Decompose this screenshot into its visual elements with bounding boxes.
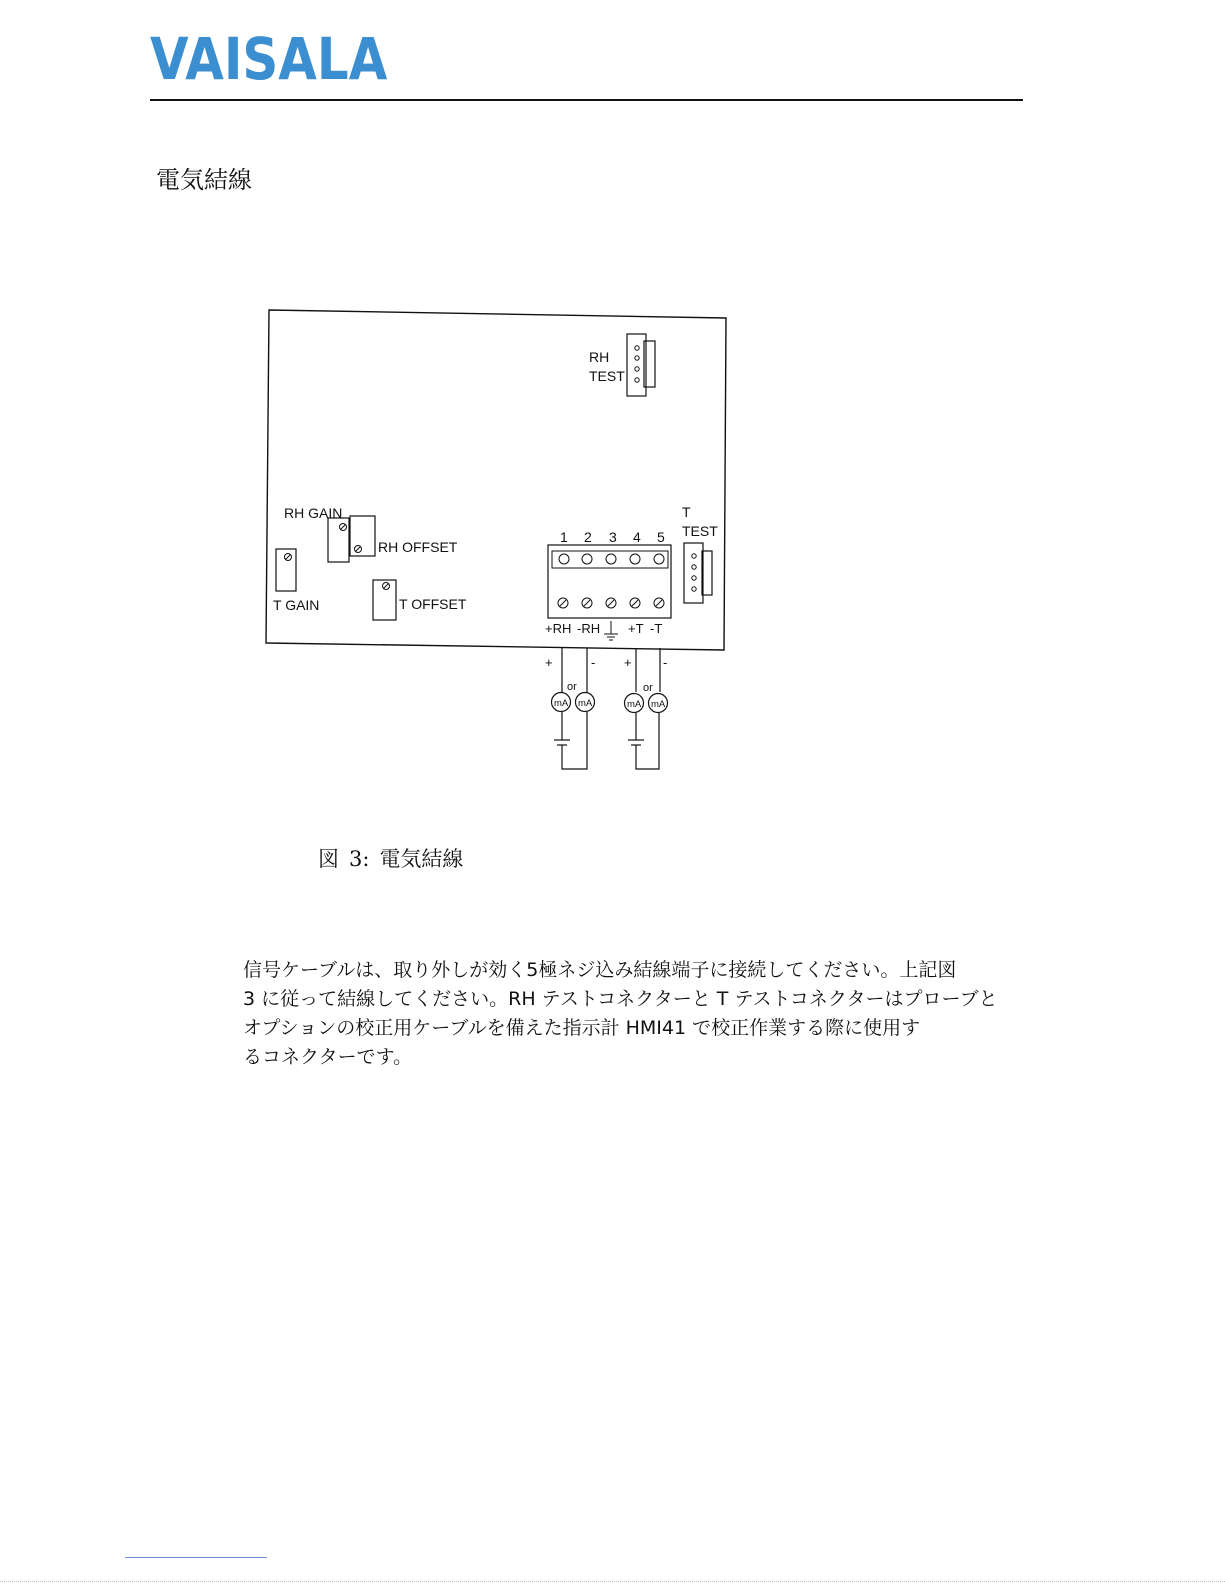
section-heading: 電気結線 xyxy=(156,166,252,194)
terminal-number: 2 xyxy=(584,529,592,545)
rh-gain-pot xyxy=(328,518,349,562)
rh-meter-1: mA xyxy=(554,698,569,709)
terminal-number: 5 xyxy=(657,529,665,545)
terminal-label-minus-rh: -RH xyxy=(577,621,601,636)
terminal-label-plus-rh: +RH xyxy=(545,621,572,636)
footer-dotted-rule xyxy=(0,1581,1225,1582)
t-plus-label: + xyxy=(624,655,632,670)
terminal-label-plus-t: +T xyxy=(628,621,644,636)
t-meter-2: mA xyxy=(651,699,666,710)
figure-number: 3: xyxy=(349,847,370,871)
t-offset-label: T OFFSET xyxy=(399,596,467,612)
t-test-connector xyxy=(684,543,712,603)
rh-gain-label: RH GAIN xyxy=(284,505,343,521)
rh-or-label: or xyxy=(567,681,577,693)
terminal-label-minus-t: -T xyxy=(650,621,663,636)
rh-meter-2: mA xyxy=(578,698,593,709)
footer-link-underline xyxy=(125,1557,267,1558)
t-gain-pot xyxy=(276,549,296,591)
rh-test-connector xyxy=(627,334,655,396)
terminal-number: 1 xyxy=(560,529,568,545)
t-meter-1: mA xyxy=(627,699,642,710)
figure-title: 電気結線 xyxy=(379,847,464,871)
vaisala-logo: VAISALA xyxy=(150,25,388,93)
t-gain-label: T GAIN xyxy=(273,597,320,613)
body-line: るコネクターです。 xyxy=(243,1046,413,1068)
figure-caption xyxy=(318,843,463,873)
rh-test-label-1: RH xyxy=(589,349,610,365)
ground-symbol xyxy=(604,621,618,640)
body-line: 信号ケーブルは、取り外しが効く5極ネジ込み結線端子に接続してください。上記図 xyxy=(243,959,957,981)
body-line: オプションの校正用ケーブルを備えた指示計 HMI41 で校正作業する際に使用す xyxy=(243,1017,921,1039)
rh-offset-label: RH OFFSET xyxy=(378,539,458,555)
body-paragraph xyxy=(243,956,1023,1072)
t-or-label: or xyxy=(643,682,653,694)
terminal-number: 3 xyxy=(609,529,617,545)
rh-minus-label: - xyxy=(591,655,596,670)
body-line: 3 に従って結線してください。RH テストコネクターと T テストコネクターはプローブと xyxy=(243,988,998,1010)
circuit-board xyxy=(266,310,726,650)
figure-label: 図 xyxy=(318,847,339,871)
rh-plus-label: + xyxy=(545,655,553,670)
t-offset-pot xyxy=(373,580,396,620)
t-test-label-2: TEST xyxy=(682,523,718,539)
terminal-block xyxy=(548,545,671,618)
t-test-label-1: T xyxy=(682,504,691,520)
rh-offset-pot xyxy=(350,516,375,556)
terminal-number: 4 xyxy=(633,529,641,545)
t-minus-label: - xyxy=(663,655,668,670)
rh-test-label-2: TEST xyxy=(589,368,625,384)
